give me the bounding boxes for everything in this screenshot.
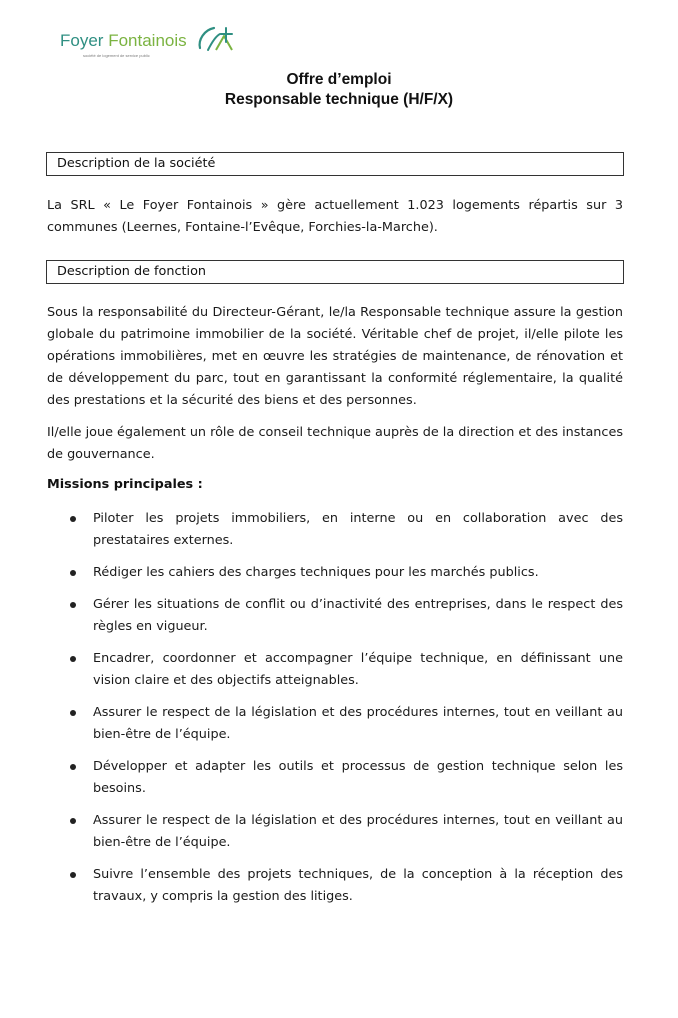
- list-item: Suivre l’ensemble des projets techniques, de la conception à la réception des travaux, y compris la gestion des litiges.: [93, 867, 623, 904]
- list-item: Développer et adapter les outils et processus de gestion technique selon les besoins.: [93, 759, 623, 796]
- section-heading-function: [46, 260, 624, 284]
- missions-heading: Missions principales :: [47, 477, 203, 492]
- bullet-dot-icon: [70, 818, 76, 824]
- function-paragraph-1: Sous la responsabilité du Directeur-Gérant, le/la Responsable technique assure la gestion globale du patrimoine immobilier de la société. Véritable chef de projet, il/elle pilote les opérations immobilières, met en œuvre les stratégies de maintenance, de rénovation et de développement du parc, tout en garantissant la conformité réglementaire, la qualité des prestations et la sécurité des biens et des personnes.: [47, 305, 623, 408]
- list-item: Assurer le respect de la législation et des procédures internes, tout en veillant au bien-être de l’équipe.: [93, 705, 623, 742]
- bullet-dot-icon: [70, 764, 76, 770]
- list-item: Piloter les projets immobiliers, en interne ou en collaboration avec des prestataires externes.: [93, 511, 623, 548]
- bullet-dot-icon: [70, 710, 76, 716]
- section-heading-company-label: Description de la société: [57, 156, 216, 171]
- function-paragraph-2: Il/elle joue également un rôle de conseil technique auprès de la direction et des instances de gouvernance.: [47, 425, 623, 462]
- bullet-dot-icon: [70, 516, 76, 522]
- section-heading-function-label: Description de fonction: [57, 264, 207, 279]
- logo-tagline: société de logement de service public: [83, 53, 150, 58]
- list-item: Assurer le respect de la législation et des procédures internes, tout en veillant au bien-être de l’équipe.: [93, 813, 623, 850]
- logo-wordmark: [60, 31, 187, 51]
- bullet-dot-icon: [70, 602, 76, 608]
- bullet-dot-icon: [70, 656, 76, 662]
- page-subtitle: Responsable technique (H/F/X): [224, 91, 454, 108]
- list-item: Encadrer, coordonner et accompagner l’équipe technique, en définissant une vision claire et des objectifs atteignables.: [93, 651, 623, 688]
- logo-word-fontainois: Fontainois: [108, 31, 187, 50]
- bullet-dot-icon: [70, 872, 76, 878]
- company-logo: [60, 22, 250, 62]
- company-description: La SRL « Le Foyer Fontainois » gère actuellement 1.023 logements répartis sur 3 communes (Leernes, Fontaine-l’Evêque, Forchies-la-Marche).: [47, 198, 623, 235]
- house-leaf-logo-icon: [196, 22, 238, 56]
- logo-word-foyer: Foyer: [60, 31, 104, 50]
- list-item: Gérer les situations de conflit ou d’inactivité des entreprises, dans le respect des règles en vigueur.: [93, 597, 623, 634]
- page-title: Offre d’emploi: [286, 71, 392, 88]
- list-item: Rédiger les cahiers des charges techniques pour les marchés publics.: [93, 565, 539, 580]
- section-heading-company: [46, 152, 624, 176]
- bullet-dot-icon: [70, 570, 76, 576]
